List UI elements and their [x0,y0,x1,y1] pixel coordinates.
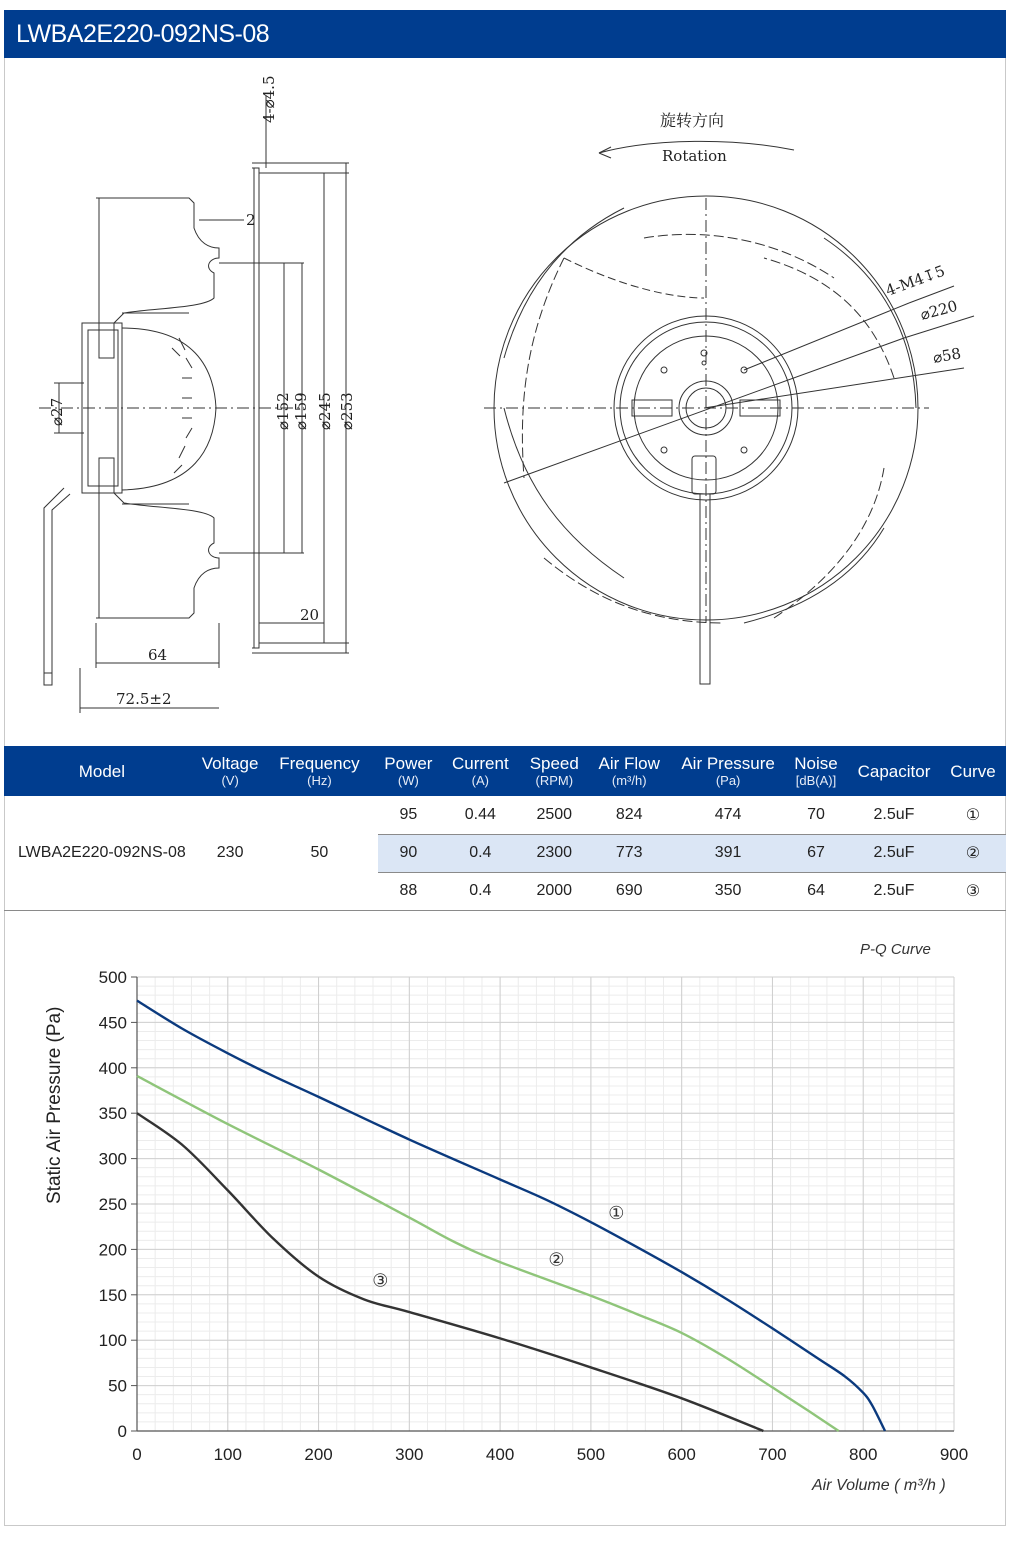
x-tick-label: 700 [758,1445,787,1464]
y-tick-label: 400 [98,1058,127,1078]
capacitor-cell: 2.5uF [848,834,940,872]
dim-label: ⌀253 [338,392,356,430]
col-voltage: Voltage (V) [200,746,261,796]
x-tick-label: 500 [576,1445,606,1464]
current-cell: 0.4 [438,834,522,872]
col-current: Current (A) [438,746,522,796]
pressure-cell: 350 [672,872,784,910]
y-tick-label: 0 [117,1422,127,1441]
series-label-2: ② [548,1249,565,1270]
rotation-label-en: Rotation [662,147,727,165]
x-tick-label: 900 [939,1445,969,1464]
col-curve: Curve [940,746,1006,796]
curve-cell: ③ [940,872,1006,910]
frequency-cell: 50 [260,796,378,910]
noise-cell: 64 [784,872,848,910]
y-axis-label: Static Air Pressure (Pa) [44,1006,65,1204]
curve-cell: ② [940,834,1006,872]
dim-label: 4-⌀4.5 [260,75,278,123]
power-cell: 90 [378,834,438,872]
pressure-cell: 391 [672,834,784,872]
y-tick-label: 100 [98,1331,127,1351]
chart-grid [137,977,954,1431]
power-cell: 88 [378,872,438,910]
y-tick-label: 300 [98,1149,127,1169]
dim-label: 2 [246,211,256,229]
current-cell: 0.4 [438,872,522,910]
airflow-cell: 824 [586,796,672,834]
col-capacitor: Capacitor [848,746,940,796]
dim-label: ⌀159 [292,392,310,430]
dim-label: ⌀245 [316,392,334,430]
airflow-cell: 773 [586,834,672,872]
y-tick-label: 450 [98,1013,127,1033]
dimension-drawing [4,58,1006,746]
x-axis-label: Air Volume ( m³/h ) [812,1477,946,1494]
speed-cell: 2300 [522,834,586,872]
x-tick-label: 400 [485,1445,515,1464]
col-frequency: Frequency (Hz) [260,746,378,796]
y-tick-label: 250 [98,1195,127,1214]
noise-cell: 70 [784,796,848,834]
col-power: Power (W) [378,746,438,796]
col-speed: Speed (RPM) [522,746,586,796]
y-tick-label: 200 [98,1240,127,1260]
x-tick-label: 800 [849,1445,878,1464]
dim-label: 4-M4↧5 [883,261,948,300]
chart-ticks [99,968,969,1464]
x-tick-label: 300 [395,1445,424,1464]
table-row [4,796,1006,834]
series-label-3: ③ [372,1270,389,1291]
pq-chart [4,910,1006,1526]
curve-cell: ① [940,796,1006,834]
dim-label: 20 [300,606,320,624]
y-tick-label: 500 [98,968,127,987]
dim-label: 72.5±2 [116,690,172,708]
dim-label: ⌀220 [918,296,960,324]
col-airflow: Air Flow (m³/h) [586,746,672,796]
dim-label: ⌀58 [931,344,963,367]
dim-label: 64 [148,646,168,664]
power-cell: 95 [378,796,438,834]
table-header-row [4,746,1006,796]
x-tick-label: 0 [132,1445,142,1464]
pressure-cell: 474 [672,796,784,834]
voltage-cell: 230 [200,796,261,910]
col-pressure: Air Pressure (Pa) [672,746,784,796]
y-tick-label: 350 [98,1104,127,1124]
series-line-3 [137,1113,763,1431]
y-tick-label: 150 [98,1285,127,1305]
col-model: Model [4,746,200,796]
chart-title: P-Q Curve [860,941,931,958]
col-noise: Noise [dB(A)] [784,746,848,796]
y-tick-label: 50 [108,1376,127,1396]
speed-cell: 2500 [522,796,586,834]
capacitor-cell: 2.5uF [848,796,940,834]
current-cell: 0.44 [438,796,522,834]
dim-label: ⌀152 [274,392,292,430]
dim-label: ⌀27 [48,397,66,426]
page-title: LWBA2E220-092NS-08 [4,10,1006,58]
capacitor-cell: 2.5uF [848,872,940,910]
model-cell: LWBA2E220-092NS-08 [4,796,200,910]
noise-cell: 67 [784,834,848,872]
x-tick-label: 600 [667,1445,696,1464]
series-line-2 [137,1076,839,1431]
spec-table [4,746,1006,911]
series-label-1: ① [608,1203,625,1224]
speed-cell: 2000 [522,872,586,910]
rotation-label-cn: 旋转方向 [660,111,725,130]
x-tick-label: 100 [213,1445,242,1464]
airflow-cell: 690 [586,872,672,910]
x-tick-label: 200 [304,1445,333,1464]
